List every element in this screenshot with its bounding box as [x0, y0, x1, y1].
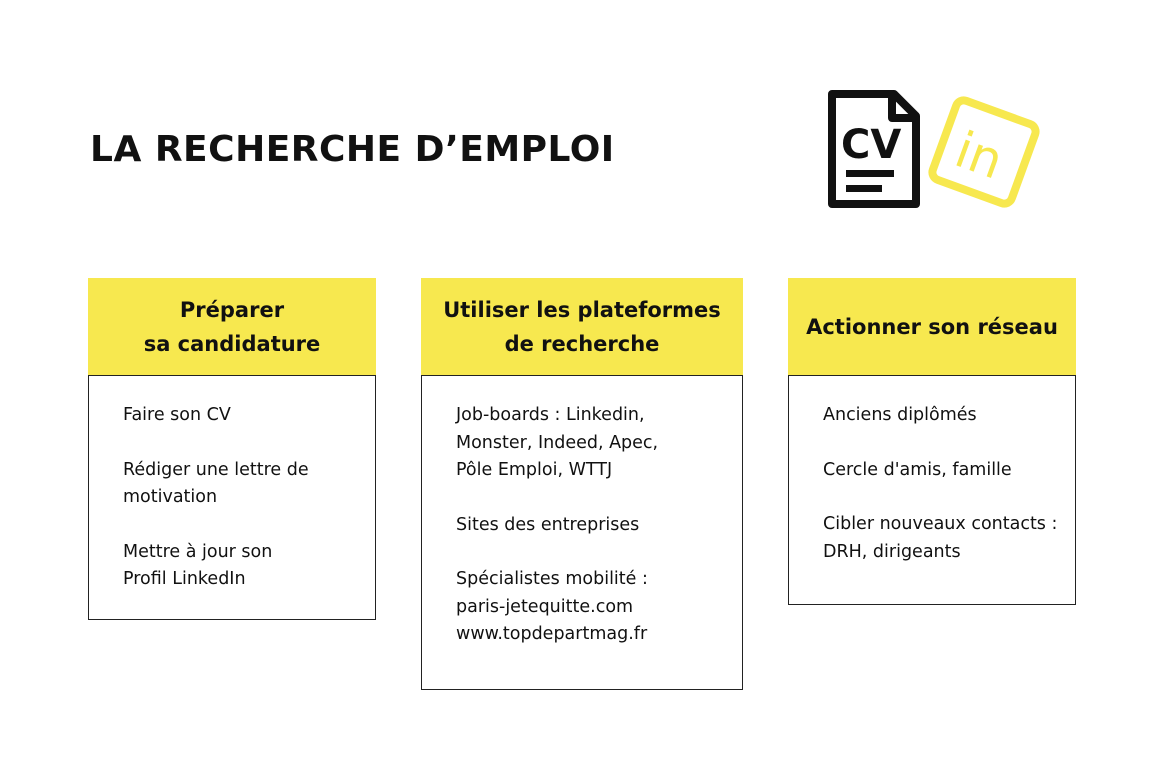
list-item: Anciens diplômés	[823, 405, 977, 425]
list-item: Mettre à jour son Profil LinkedIn	[123, 541, 273, 589]
list-item: Rédiger une lettre de motivation	[123, 459, 309, 507]
column-header-label: Actionner son réseau	[806, 314, 1058, 339]
column-box	[88, 375, 376, 620]
column-box	[788, 375, 1076, 605]
list-item: Sites des entreprises	[456, 514, 640, 535]
list-item: Faire son CV	[123, 405, 231, 425]
column-header	[788, 278, 1076, 375]
column-preparer	[88, 278, 376, 620]
list-item: Cibler nouveaux contacts : DRH, dirigeants	[823, 514, 1058, 562]
column-plateformes	[421, 278, 743, 690]
cv-document-icon	[832, 94, 916, 204]
column-reseau	[788, 278, 1076, 605]
logo-svg	[824, 86, 1044, 216]
list-item: Job-boards : Linkedin, Monster, Indeed, Apec, Pôle Emploi, WTTJ	[456, 405, 659, 480]
column-header	[88, 278, 376, 375]
linkedin-icon-label: in	[947, 120, 1011, 191]
linkedin-icon	[930, 98, 1038, 206]
cv-icon-label: CV	[841, 122, 902, 168]
page-title: LA RECHERCHE D’EMPLOI	[90, 129, 615, 170]
logo-group	[824, 86, 1044, 216]
column-box	[421, 375, 743, 690]
column-header-label: Préparer sa candidature	[143, 297, 321, 356]
list-item: Spécialistes mobilité : paris-jetequitte.com www.topdepartmag.fr	[456, 569, 648, 644]
list-item: Cercle d'amis, famille	[823, 459, 1012, 480]
column-header-label: Utiliser les plateformes de recherche	[443, 297, 721, 356]
column-header	[421, 278, 743, 375]
